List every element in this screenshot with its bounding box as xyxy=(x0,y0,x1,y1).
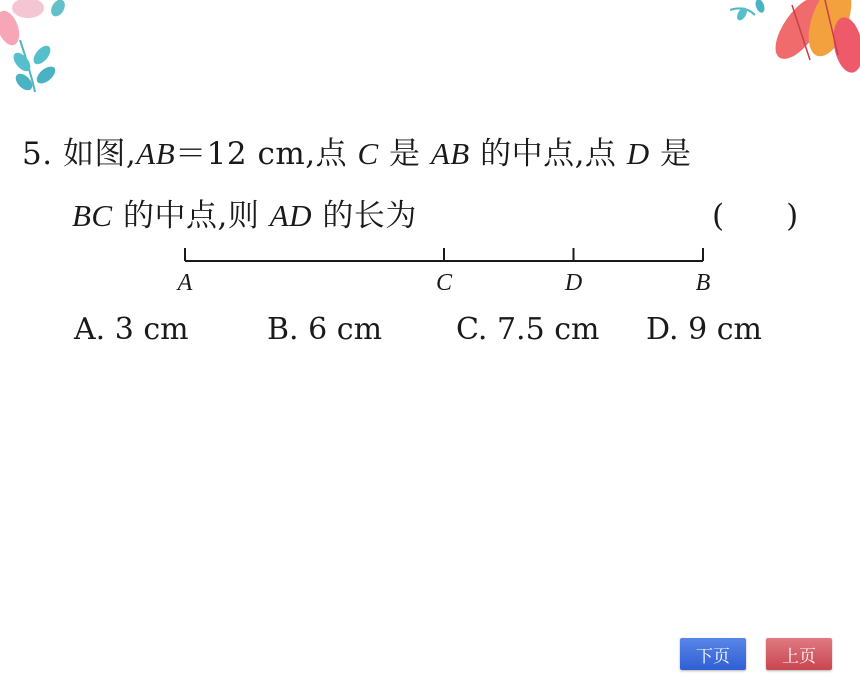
point-label-d: D xyxy=(564,270,583,296)
choice-b-label: B. xyxy=(267,312,299,347)
stem-run: D xyxy=(626,136,650,171)
previous-page-button[interactable]: 上页 xyxy=(766,638,832,670)
answer-parentheses: ( ) xyxy=(712,198,799,234)
question-stem-part-2 xyxy=(72,198,417,234)
stem-run: 的中点,点 xyxy=(469,136,627,172)
stem-run: 是 xyxy=(649,136,692,172)
floral-decoration-right-icon xyxy=(730,0,860,80)
stem-run: ＝12 cm,点 xyxy=(175,136,358,172)
choice-d-text: 9 cm xyxy=(688,312,762,347)
stem-run: 是 xyxy=(378,136,431,172)
stem-run: AD xyxy=(269,198,313,233)
line-segment-diagram xyxy=(0,240,860,300)
point-label-a: A xyxy=(177,270,193,296)
choice-c[interactable] xyxy=(456,312,599,347)
choice-b[interactable] xyxy=(267,312,382,347)
stem-run: AB xyxy=(430,136,470,171)
stem-run: AB xyxy=(136,136,176,171)
choice-d[interactable] xyxy=(646,312,762,347)
choice-a-text: 3 cm xyxy=(114,312,189,347)
floral-decoration-left-icon xyxy=(0,0,90,100)
point-label-c: C xyxy=(435,270,453,296)
stem-run: BC xyxy=(72,198,113,233)
stem-run: 的中点,则 xyxy=(112,198,270,234)
question-stem-part-1 xyxy=(63,136,692,172)
point-label-b: B xyxy=(695,270,711,296)
question-line-2 xyxy=(72,190,417,235)
choice-a-label: A. xyxy=(74,312,106,347)
stem-run: 如图, xyxy=(62,136,137,172)
question-number: 5. xyxy=(22,136,53,172)
stem-run: 的长为 xyxy=(312,198,417,234)
choice-c-text: 7.5 cm xyxy=(496,312,600,347)
choice-c-label: C. xyxy=(456,312,488,347)
choice-d-label: D. xyxy=(646,312,679,347)
choice-a[interactable] xyxy=(74,312,189,347)
next-page-button[interactable]: 下页 xyxy=(680,638,746,670)
stem-run: C xyxy=(357,136,379,171)
choice-b-text: 6 cm xyxy=(308,312,383,347)
question-line-1 xyxy=(22,128,692,173)
